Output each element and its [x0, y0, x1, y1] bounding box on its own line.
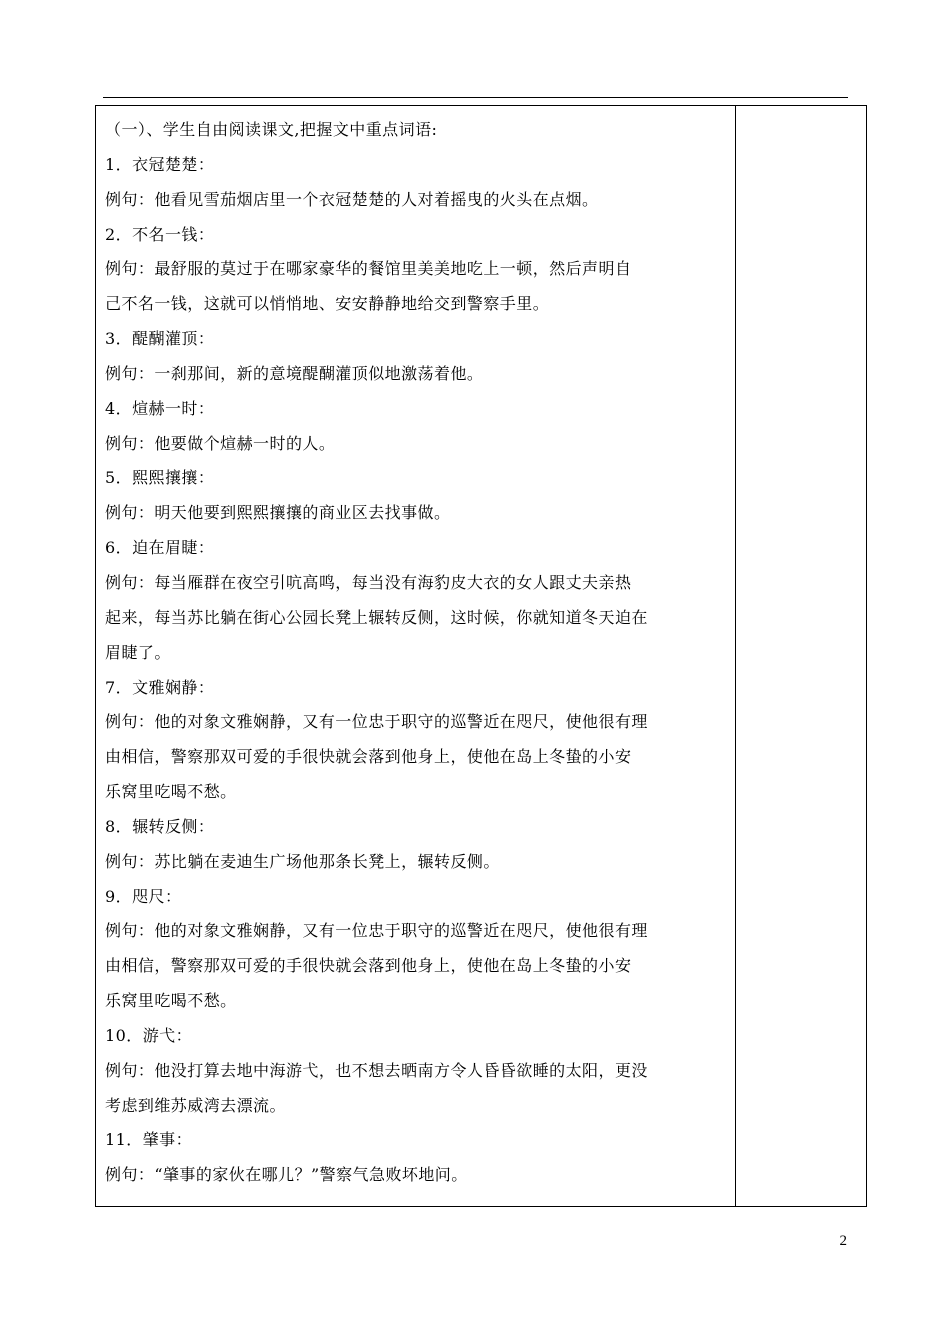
vocabulary-content — [105, 113, 731, 1193]
vocab-term: 7．文雅娴静： — [105, 677, 215, 697]
example-sentence: 例句：苏比躺在麦迪生广场他那条长凳上，辗转反侧。 — [105, 851, 500, 871]
example-sentence: 例句：他没打算去地中海游弋，也不想去晒南方令人昏昏欲睡的太阳，更没 — [105, 1060, 648, 1080]
example-sentence: 例句：他的对象文雅娴静，又有一位忠于职守的巡警近在咫尺，使他很有理 — [105, 712, 648, 732]
vocab-term: 3．醍醐灌顶： — [105, 329, 215, 349]
example-sentence: 乐窝里吃喝不愁。 — [105, 782, 237, 802]
vocab-term: 11．肇事： — [105, 1130, 193, 1150]
example-sentence: 乐窝里吃喝不愁。 — [105, 991, 237, 1011]
example-sentence: 考虑到维苏威湾去漂流。 — [105, 1095, 286, 1115]
example-sentence: 例句：他看见雪茄烟店里一个衣冠楚楚的人对着摇曳的火头在点烟。 — [105, 189, 599, 209]
example-sentence: 例句：明天他要到熙熙攘攘的商业区去找事做。 — [105, 503, 451, 523]
vocab-term: 6．迫在眉睫： — [105, 538, 215, 558]
vocab-term: 4．煊赫一时： — [105, 398, 215, 418]
example-sentence: 起来，每当苏比躺在街心公园长凳上辗转反侧，这时候，你就知道冬天迫在 — [105, 607, 648, 627]
vocab-term: 10．游弋： — [105, 1025, 193, 1045]
example-sentence: 例句：他要做个煊赫一时的人。 — [105, 433, 336, 453]
vocab-term: 5．熙熙攘攘： — [105, 468, 215, 488]
vocab-term: 9．咫尺： — [105, 886, 182, 906]
example-sentence: 由相信，警察那双可爱的手很快就会落到他身上，使他在岛上冬蛰的小安 — [105, 956, 632, 976]
example-sentence: 例句：他的对象文雅娴静，又有一位忠于职守的巡警近在咫尺，使他很有理 — [105, 921, 648, 941]
example-sentence: 眉睫了。 — [105, 642, 171, 662]
example-sentence: 由相信，警察那双可爱的手很快就会落到他身上，使他在岛上冬蛰的小安 — [105, 747, 632, 767]
lesson-table — [95, 105, 867, 1207]
column-divider — [735, 106, 736, 1206]
example-sentence: 己不名一钱，这就可以悄悄地、安安静静地给交到警察手里。 — [105, 294, 550, 314]
example-sentence: 例句：一刹那间，新的意境醍醐灌顶似地激荡着他。 — [105, 363, 484, 383]
section-heading: （一）、学生自由阅读课文,把握文中重点词语: — [105, 120, 438, 139]
vocab-term: 1．衣冠楚楚： — [105, 154, 215, 174]
example-sentence: 例句：最舒服的莫过于在哪家豪华的餐馆里美美地吃上一顿，然后声明自 — [105, 259, 632, 279]
example-sentence: 例句：“肇事的家伙在哪儿？”警察气急败坏地问。 — [105, 1165, 468, 1185]
vocab-term: 8．辗转反侧： — [105, 816, 215, 836]
vocab-term: 2．不名一钱： — [105, 224, 215, 244]
example-sentence: 例句：每当雁群在夜空引吭高鸣，每当没有海豹皮大衣的女人跟丈夫亲热 — [105, 572, 632, 592]
header-rule — [103, 97, 848, 98]
page-number: 2 — [839, 1233, 847, 1249]
